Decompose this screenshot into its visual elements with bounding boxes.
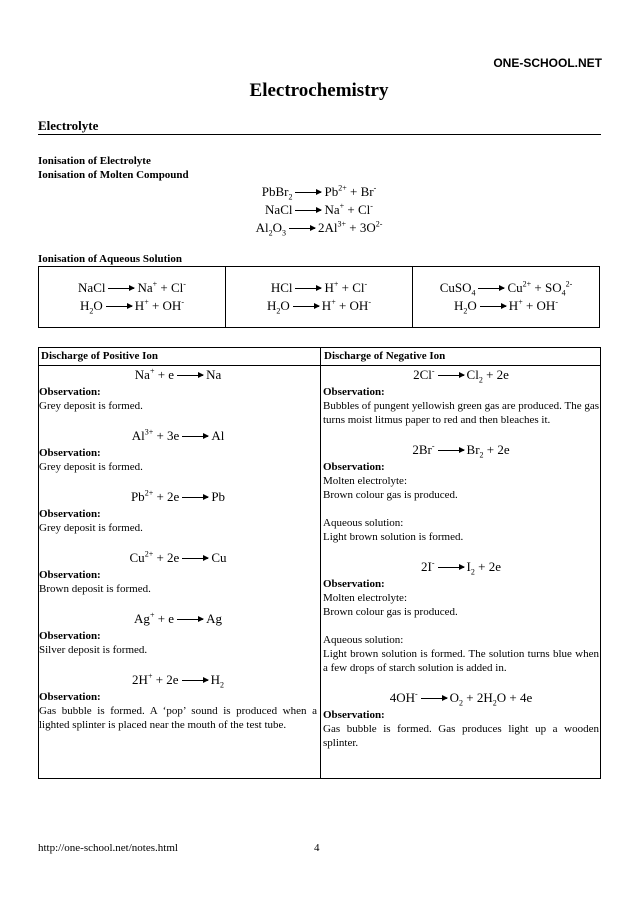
product-part: Pb bbox=[211, 489, 226, 504]
reactant-part: PbBr bbox=[261, 184, 289, 199]
observation-text: Molten electrolyte: bbox=[323, 592, 407, 604]
product-part: + 3O bbox=[346, 220, 376, 235]
product-part: Pb bbox=[324, 184, 339, 199]
reactant-part: Al bbox=[131, 428, 145, 443]
reaction-arrow-icon bbox=[108, 288, 134, 289]
product-part: + bbox=[144, 297, 149, 307]
product-part: I bbox=[466, 559, 471, 574]
aqueous-equation bbox=[271, 279, 367, 297]
product-part: 2 bbox=[492, 698, 497, 708]
reactant-part: 4OH bbox=[389, 690, 415, 705]
reactant-part: - bbox=[414, 689, 418, 699]
reaction-arrow-icon bbox=[177, 375, 203, 376]
reactant-part: - bbox=[431, 441, 435, 451]
page-title: Electrochemistry bbox=[249, 80, 389, 101]
reaction-arrow-icon bbox=[182, 680, 208, 681]
observation-label: Observation: bbox=[323, 709, 385, 721]
observation-text: Grey deposit is formed. bbox=[39, 522, 143, 534]
observation-text: Gas bubble is formed. Gas produces light up a wooden splinter. bbox=[323, 723, 599, 749]
reactant-part: O bbox=[272, 220, 282, 235]
reactant-part: O bbox=[93, 298, 103, 313]
reactant-part: O bbox=[280, 298, 290, 313]
observation-text: Molten electrolyte: bbox=[323, 475, 407, 487]
subheading-ionisation-electrolyte: Ionisation of Electrolyte bbox=[38, 155, 151, 167]
observation-text: Brown colour gas is produced. bbox=[323, 606, 458, 618]
observation-text: Grey deposit is formed. bbox=[39, 461, 143, 473]
product-part: + bbox=[339, 201, 345, 211]
spacer bbox=[323, 544, 599, 558]
reaction-arrow-icon bbox=[295, 210, 321, 211]
product-part: Na bbox=[324, 202, 340, 217]
reactant-part: 2I bbox=[421, 559, 432, 574]
spacer bbox=[323, 619, 599, 633]
reactant-part: 4 bbox=[471, 288, 476, 298]
discharge-equation bbox=[323, 366, 599, 384]
reaction-arrow-icon bbox=[293, 306, 319, 307]
discharge-equation bbox=[39, 488, 317, 506]
subheading-ionisation-molten: Ionisation of Molten Compound bbox=[38, 169, 189, 181]
reactant-part: 2 bbox=[89, 306, 94, 316]
observation-text: Grey deposit is formed. bbox=[39, 400, 143, 412]
observation-text: Light brown solution is formed. The solution turns blue when a few drops of starch solution is added in. bbox=[323, 648, 599, 674]
product-part: + bbox=[152, 279, 158, 289]
product-part: + bbox=[518, 297, 523, 307]
product-part: H bbox=[210, 672, 220, 687]
observation-label: Observation: bbox=[323, 461, 385, 473]
reactant-part: NaCl bbox=[78, 280, 106, 295]
product-part: + OH bbox=[522, 298, 556, 313]
product-part: H bbox=[324, 280, 334, 295]
product-part: Al bbox=[211, 428, 225, 443]
reactant-part: 2+ bbox=[144, 549, 154, 559]
observation-text: Silver deposit is formed. bbox=[39, 644, 148, 656]
molten-equation bbox=[0, 183, 638, 201]
observation-label: Observation: bbox=[323, 386, 385, 398]
product-part: Na bbox=[206, 367, 222, 382]
reactant-part: 2Br bbox=[412, 442, 432, 457]
reactant-part: 3 bbox=[281, 228, 286, 238]
aqueous-equation-cell bbox=[413, 267, 599, 327]
reactant-part: Na bbox=[134, 367, 150, 382]
discharge-equation bbox=[39, 427, 317, 445]
product-part: + bbox=[331, 297, 336, 307]
product-part: - bbox=[181, 297, 184, 307]
aqueous-equation-cell bbox=[39, 267, 226, 327]
observation-text: Bubbles of pungent yellowish green gas are produced. The gas turns moist litmus paper to red and then bleaches it. bbox=[323, 400, 599, 426]
aqueous-equation bbox=[454, 297, 558, 315]
reaction-arrow-icon bbox=[177, 619, 203, 620]
observation-label: Observation: bbox=[39, 630, 101, 642]
discharge-table bbox=[38, 347, 601, 779]
product-part: - bbox=[370, 201, 373, 211]
reactant-part: Cu bbox=[129, 550, 145, 565]
reaction-arrow-icon bbox=[106, 306, 132, 307]
product-part: 2Al bbox=[317, 220, 338, 235]
spacer bbox=[39, 535, 317, 549]
reactant-part: - bbox=[431, 366, 435, 376]
product-part: + 2e bbox=[483, 442, 510, 457]
product-part: H bbox=[134, 298, 145, 313]
product-part: H bbox=[508, 298, 519, 313]
reactant-part: 2H bbox=[132, 672, 148, 687]
reactant-part: H bbox=[80, 298, 90, 313]
spacer bbox=[323, 502, 599, 516]
reactant-part: + 3e bbox=[153, 428, 180, 443]
product-part: + 2H bbox=[463, 690, 493, 705]
product-part: 2 bbox=[478, 375, 483, 385]
molten-equations bbox=[0, 183, 638, 237]
reactant-part: Pb bbox=[130, 489, 145, 504]
reactant-part: CuSO bbox=[439, 280, 472, 295]
reactant-part: Al bbox=[255, 220, 269, 235]
product-part: 3+ bbox=[337, 219, 346, 229]
product-part: 2 bbox=[470, 567, 475, 577]
reactant-part: + 2e bbox=[153, 550, 180, 565]
discharge-equation bbox=[323, 558, 599, 576]
product-part: Ag bbox=[206, 611, 222, 626]
reactant-part: + 2e bbox=[153, 489, 180, 504]
observation-label: Observation: bbox=[39, 447, 101, 459]
brand-label: ONE-SCHOOL.NET bbox=[493, 56, 602, 70]
product-part: + Cl bbox=[157, 280, 184, 295]
observation-label: Observation: bbox=[39, 508, 101, 520]
reaction-arrow-icon bbox=[182, 497, 208, 498]
discharge-equation bbox=[39, 366, 317, 384]
observation-label: Observation: bbox=[39, 569, 101, 581]
product-part: Cu bbox=[507, 280, 523, 295]
molten-equation bbox=[0, 201, 638, 219]
product-part: Br bbox=[466, 442, 480, 457]
reactant-part: + 2e bbox=[152, 672, 179, 687]
reactant-part: 2 bbox=[288, 192, 293, 202]
aqueous-equation bbox=[440, 279, 573, 297]
positive-ion-header: Discharge of Positive Ion bbox=[41, 350, 159, 362]
reactant-part: 2 bbox=[268, 228, 273, 238]
spacer bbox=[39, 474, 317, 488]
discharge-equation bbox=[323, 441, 599, 459]
product-part: - bbox=[373, 183, 377, 193]
product-part: 2 bbox=[459, 698, 464, 708]
molten-equation bbox=[0, 219, 638, 237]
product-part: O bbox=[449, 690, 460, 705]
product-part: + bbox=[333, 279, 339, 289]
reaction-arrow-icon bbox=[438, 375, 464, 376]
product-part: 2+ bbox=[522, 279, 532, 289]
negative-ion-header: Discharge of Negative Ion bbox=[324, 350, 446, 362]
spacer bbox=[39, 657, 317, 671]
aqueous-equation bbox=[267, 297, 371, 315]
product-part: 4 bbox=[561, 288, 566, 298]
discharge-equation bbox=[39, 610, 317, 628]
reaction-arrow-icon bbox=[182, 558, 208, 559]
product-part: - bbox=[368, 297, 371, 307]
spacer bbox=[39, 596, 317, 610]
observation-text: Aqueous solution: bbox=[323, 634, 404, 646]
discharge-equation bbox=[39, 671, 317, 689]
product-part: + OH bbox=[148, 298, 182, 313]
reaction-arrow-icon bbox=[438, 450, 464, 451]
spacer bbox=[323, 427, 599, 441]
product-part: 2- bbox=[565, 279, 573, 289]
discharge-equation bbox=[39, 549, 317, 567]
product-part: + 2e bbox=[482, 367, 509, 382]
spacer bbox=[323, 675, 599, 689]
product-part: 2- bbox=[375, 219, 383, 229]
product-part: - bbox=[364, 279, 368, 289]
reaction-arrow-icon bbox=[182, 436, 208, 437]
aqueous-equation bbox=[78, 279, 186, 297]
reactant-part: H bbox=[454, 298, 464, 313]
reactant-part: + bbox=[149, 610, 155, 620]
product-part: Na bbox=[137, 280, 153, 295]
observation-label: Observation: bbox=[39, 691, 101, 703]
product-part: + Cl bbox=[344, 202, 371, 217]
product-part: 2+ bbox=[338, 183, 347, 193]
aqueous-equation-cell bbox=[226, 267, 413, 327]
spacer bbox=[39, 413, 317, 427]
product-part: Cl bbox=[466, 367, 479, 382]
product-part: - bbox=[183, 279, 186, 289]
observation-label: Observation: bbox=[39, 386, 101, 398]
product-part: 2 bbox=[479, 450, 484, 460]
reaction-arrow-icon bbox=[295, 288, 321, 289]
reaction-arrow-icon bbox=[438, 567, 464, 568]
reactant-part: 2 bbox=[276, 306, 281, 316]
reaction-arrow-icon bbox=[289, 228, 315, 229]
reactant-part: 2+ bbox=[144, 488, 154, 498]
product-part: H bbox=[321, 298, 332, 313]
discharge-equation bbox=[323, 689, 599, 707]
reactant-part: - bbox=[431, 558, 435, 568]
product-part: + OH bbox=[335, 298, 369, 313]
product-part: - bbox=[555, 297, 558, 307]
page-number: 4 bbox=[314, 842, 320, 854]
product-part: + Cl bbox=[338, 280, 365, 295]
observation-text: Brown deposit is formed. bbox=[39, 583, 151, 595]
reactant-part: H bbox=[267, 298, 277, 313]
reactant-part: + e bbox=[154, 611, 175, 626]
reactant-part: 3+ bbox=[144, 427, 154, 437]
reactant-part: + bbox=[147, 671, 153, 681]
reactant-part: 2Cl bbox=[413, 367, 432, 382]
observation-text: Light brown solution is formed. bbox=[323, 531, 464, 543]
section-title: Electrolyte bbox=[38, 118, 99, 133]
product-part: + Br bbox=[346, 184, 374, 199]
reaction-arrow-icon bbox=[478, 288, 504, 289]
observation-text: Gas bubble is formed. A ‘pop’ sound is produced when a lighted splinter is placed near the mouth of the test tube. bbox=[39, 705, 317, 731]
table-column-divider bbox=[320, 348, 321, 778]
reactant-part: HCl bbox=[270, 280, 293, 295]
observation-text: Brown colour gas is produced. bbox=[323, 489, 458, 501]
reactant-part: + e bbox=[154, 367, 175, 382]
product-part: + SO bbox=[531, 280, 562, 295]
reactant-part: + bbox=[149, 366, 155, 376]
subheading-ionisation-aqueous: Ionisation of Aqueous Solution bbox=[38, 253, 182, 265]
section-divider bbox=[38, 134, 601, 135]
positive-ion-column bbox=[39, 366, 317, 732]
product-part: O + 4e bbox=[496, 690, 533, 705]
reactant-part: NaCl bbox=[265, 202, 293, 217]
reaction-arrow-icon bbox=[295, 192, 321, 193]
reactant-part: Ag bbox=[134, 611, 150, 626]
negative-ion-column bbox=[323, 366, 599, 750]
reactant-part: O bbox=[467, 298, 477, 313]
product-part: + 2e bbox=[474, 559, 501, 574]
observation-text: Aqueous solution: bbox=[323, 517, 404, 529]
reactant-part: 2 bbox=[463, 306, 468, 316]
aqueous-equation bbox=[80, 297, 184, 315]
product-part: Cu bbox=[211, 550, 227, 565]
footer-url: http://one-school.net/notes.html bbox=[38, 842, 178, 854]
reaction-arrow-icon bbox=[421, 698, 447, 699]
observation-label: Observation: bbox=[323, 578, 385, 590]
reaction-arrow-icon bbox=[480, 306, 506, 307]
aqueous-ionisation-box bbox=[38, 266, 600, 328]
product-part: 2 bbox=[219, 680, 224, 690]
